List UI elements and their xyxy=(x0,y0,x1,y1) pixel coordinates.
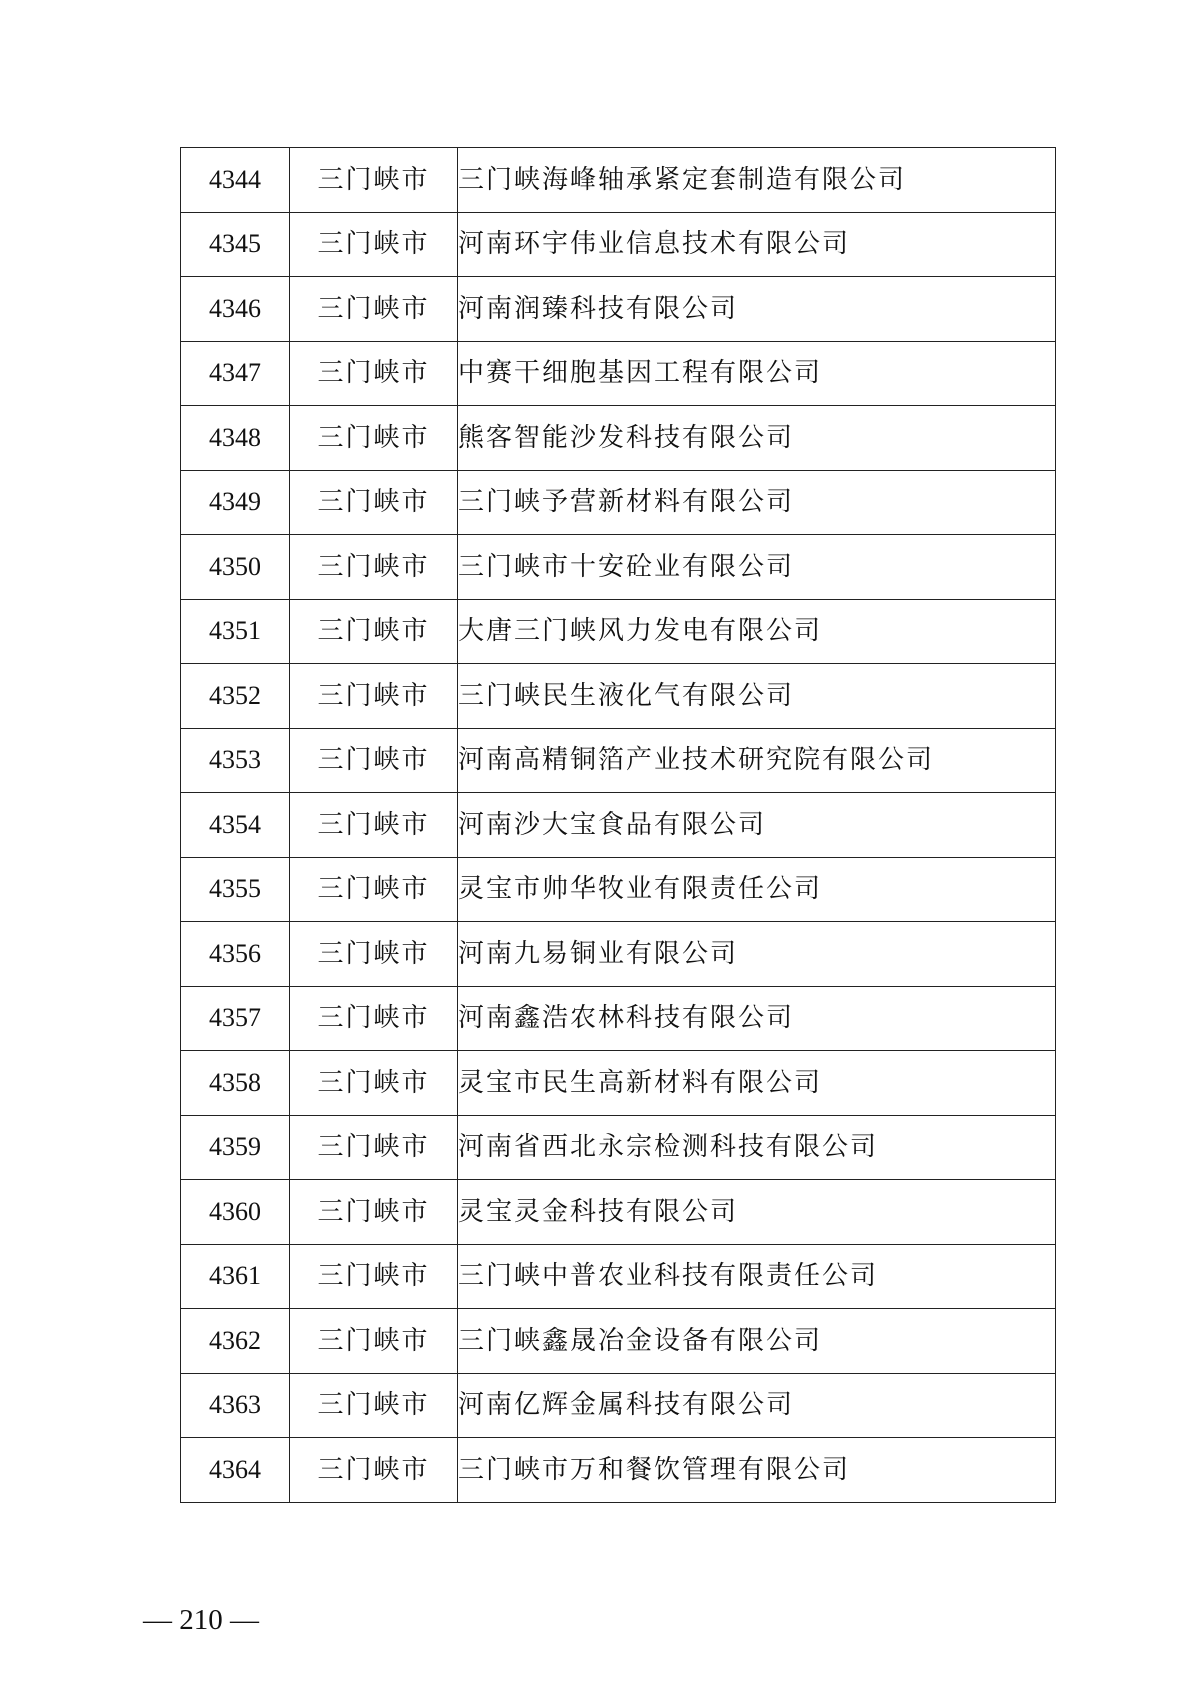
table-row xyxy=(181,1051,1056,1116)
company-name-cell: 河南环宇伟业信息技术有限公司 xyxy=(458,212,1056,277)
company-name-cell: 大唐三门峡风力发电有限公司 xyxy=(458,599,1056,664)
table-row xyxy=(181,793,1056,858)
city-cell: 三门峡市 xyxy=(290,1438,458,1503)
table-body xyxy=(181,148,1056,1503)
city-cell: 三门峡市 xyxy=(290,793,458,858)
table-row xyxy=(181,664,1056,729)
company-name-cell: 三门峡中普农业科技有限责任公司 xyxy=(458,1244,1056,1309)
city-cell: 三门峡市 xyxy=(290,664,458,729)
table-row xyxy=(181,341,1056,406)
table-row xyxy=(181,470,1056,535)
table-row xyxy=(181,406,1056,471)
serial-number-cell: 4360 xyxy=(181,1180,290,1245)
company-name-cell: 灵宝市帅华牧业有限责任公司 xyxy=(458,857,1056,922)
city-cell: 三门峡市 xyxy=(290,599,458,664)
table-row xyxy=(181,535,1056,600)
city-cell: 三门峡市 xyxy=(290,728,458,793)
company-name-cell: 三门峡民生液化气有限公司 xyxy=(458,664,1056,729)
table-row xyxy=(181,857,1056,922)
serial-number-cell: 4353 xyxy=(181,728,290,793)
company-name-cell: 灵宝市民生高新材料有限公司 xyxy=(458,1051,1056,1116)
table-row xyxy=(181,212,1056,277)
company-name-cell: 三门峡鑫晟冶金设备有限公司 xyxy=(458,1309,1056,1374)
serial-number-cell: 4344 xyxy=(181,148,290,213)
serial-number-cell: 4358 xyxy=(181,1051,290,1116)
city-cell: 三门峡市 xyxy=(290,1180,458,1245)
city-cell: 三门峡市 xyxy=(290,986,458,1051)
serial-number-cell: 4355 xyxy=(181,857,290,922)
city-cell: 三门峡市 xyxy=(290,857,458,922)
serial-number-cell: 4357 xyxy=(181,986,290,1051)
table-row xyxy=(181,277,1056,342)
company-name-cell: 三门峡市十安砼业有限公司 xyxy=(458,535,1056,600)
company-name-cell: 河南润臻科技有限公司 xyxy=(458,277,1056,342)
serial-number-cell: 4349 xyxy=(181,470,290,535)
serial-number-cell: 4362 xyxy=(181,1309,290,1374)
table-row xyxy=(181,1115,1056,1180)
city-cell: 三门峡市 xyxy=(290,148,458,213)
table-row xyxy=(181,1244,1056,1309)
table-row xyxy=(181,728,1056,793)
table-row xyxy=(181,599,1056,664)
page-number: — 210 — xyxy=(143,1604,259,1636)
city-cell: 三门峡市 xyxy=(290,470,458,535)
serial-number-cell: 4361 xyxy=(181,1244,290,1309)
serial-number-cell: 4364 xyxy=(181,1438,290,1503)
serial-number-cell: 4352 xyxy=(181,664,290,729)
table-row xyxy=(181,148,1056,213)
table-row xyxy=(181,1438,1056,1503)
city-cell: 三门峡市 xyxy=(290,406,458,471)
company-name-cell: 河南省西北永宗检测科技有限公司 xyxy=(458,1115,1056,1180)
company-name-cell: 熊客智能沙发科技有限公司 xyxy=(458,406,1056,471)
city-cell: 三门峡市 xyxy=(290,922,458,987)
table-row xyxy=(181,1373,1056,1438)
table-row xyxy=(181,986,1056,1051)
serial-number-cell: 4363 xyxy=(181,1373,290,1438)
city-cell: 三门峡市 xyxy=(290,212,458,277)
serial-number-cell: 4347 xyxy=(181,341,290,406)
serial-number-cell: 4359 xyxy=(181,1115,290,1180)
city-cell: 三门峡市 xyxy=(290,1244,458,1309)
serial-number-cell: 4350 xyxy=(181,535,290,600)
serial-number-cell: 4348 xyxy=(181,406,290,471)
company-name-cell: 三门峡予营新材料有限公司 xyxy=(458,470,1056,535)
company-name-cell: 灵宝灵金科技有限公司 xyxy=(458,1180,1056,1245)
company-list-table xyxy=(180,147,1056,1503)
serial-number-cell: 4356 xyxy=(181,922,290,987)
table-row xyxy=(181,1309,1056,1374)
company-name-cell: 河南沙大宝食品有限公司 xyxy=(458,793,1056,858)
city-cell: 三门峡市 xyxy=(290,341,458,406)
company-name-cell: 三门峡市万和餐饮管理有限公司 xyxy=(458,1438,1056,1503)
city-cell: 三门峡市 xyxy=(290,1373,458,1438)
company-name-cell: 河南高精铜箔产业技术研究院有限公司 xyxy=(458,728,1056,793)
company-name-cell: 河南鑫浩农林科技有限公司 xyxy=(458,986,1056,1051)
city-cell: 三门峡市 xyxy=(290,535,458,600)
city-cell: 三门峡市 xyxy=(290,1051,458,1116)
company-name-cell: 河南九易铜业有限公司 xyxy=(458,922,1056,987)
table-row xyxy=(181,1180,1056,1245)
company-name-cell: 三门峡海峰轴承紧定套制造有限公司 xyxy=(458,148,1056,213)
city-cell: 三门峡市 xyxy=(290,1309,458,1374)
company-name-cell: 中赛干细胞基因工程有限公司 xyxy=(458,341,1056,406)
serial-number-cell: 4345 xyxy=(181,212,290,277)
serial-number-cell: 4354 xyxy=(181,793,290,858)
city-cell: 三门峡市 xyxy=(290,277,458,342)
serial-number-cell: 4351 xyxy=(181,599,290,664)
serial-number-cell: 4346 xyxy=(181,277,290,342)
company-name-cell: 河南亿辉金属科技有限公司 xyxy=(458,1373,1056,1438)
table-row xyxy=(181,922,1056,987)
city-cell: 三门峡市 xyxy=(290,1115,458,1180)
